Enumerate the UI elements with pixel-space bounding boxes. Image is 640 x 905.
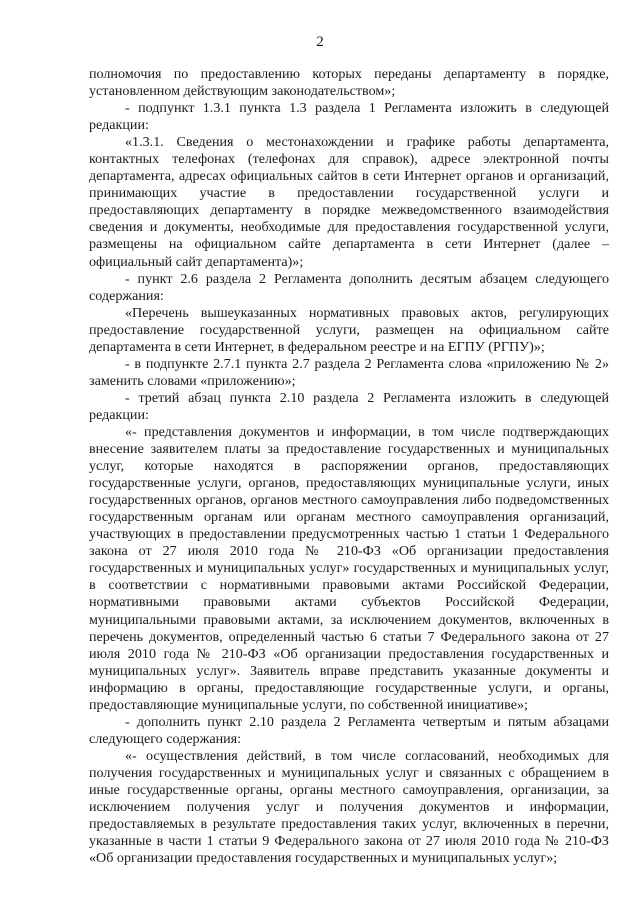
- paragraph: - пункт 2.6 раздела 2 Регламента дополнить десятым абзацем следующего содержания:: [89, 270, 609, 304]
- paragraph: - подпункт 1.3.1 пункта 1.3 раздела 1 Регламента изложить в следующей редакции:: [89, 100, 609, 134]
- paragraph: полномочия по предоставлению которых переданы департаменту в порядке, установленном действующим законодательством»;: [89, 66, 609, 100]
- paragraph: - в подпункте 2.7.1 пункта 2.7 раздела 2 Регламента слова «приложению № 2» заменить словами «приложению»;: [89, 355, 609, 389]
- paragraph: - дополнить пункт 2.10 раздела 2 Регламента четвертым и пятым абзацами следующего содержания:: [89, 713, 609, 747]
- paragraph: «- осуществления действий, в том числе согласований, необходимых для получения государственных и муниципальных услуг и связанных с обращением в иные государственные органы, органы местного самоуправления, организации, за исключением получения услуг и получения документов и информации, предоставляемых в результате предоставления таких услуг, включенных в перечни, указанные в части 1 статьи 9 Федерального закона от 27 июля 2010 года № 210-ФЗ «Об организации предоставления государственных и муниципальных услуг»;: [89, 747, 609, 867]
- paragraph: «1.3.1. Сведения о местонахождении и графике работы департамента, контактных телефонах (телефонах для справок), адресе электронной почты департамента, адресах официальных сайтов в сети Интернет органов и организаций, принимающих участие в предоставлении государственной услуги и предоставляющих департаменту в порядке межведомственного взаимодействия сведения и документы, необходимые для предоставления государственной услуги, размещены на официальном сайте департамента в сети Интернет (далее – официальный сайт департамента)»;: [89, 134, 609, 270]
- paragraph: «- представления документов и информации, в том числе подтверждающих внесение заявителем платы за предоставление государственных и муниципальных услуг, которые находятся в распоряжении органов, предоставляющих государственные услуги, органов, предоставляющих муниципальные услуги, иных государственных органов, органов местного самоуправления либо подведомственных государственным органам или органам местного самоуправления организаций, участвующих в предоставлении предусмотренных частью 1 статьи 1 Федерального закона от 27 июля 2010 года № 210-ФЗ «Об организации предоставления государственных и муниципальных услуг» государственных и муниципальных услуг, в соответствии с нормативными правовыми актами Российской Федерации, нормативными правовыми актами субъектов Российской Федерации, муниципальными правовыми актами, за исключением документов, включенных в перечень документов, определенный частью 6 статьи 7 Федерального закона от 27 июля 2010 года № 210-ФЗ «Об организации предоставления государственных и муниципальных услуг». Заявитель вправе представить указанные документы и информацию в органы, предоставляющие государственные услуги, и органы, предоставляющие муниципальные услуги, по собственной инициативе»;: [89, 423, 609, 713]
- paragraph: «Перечень вышеуказанных нормативных правовых актов, регулирующих предоставление государственной услуги, размещен на официальном сайте департамента в сети Интернет, в федеральном реестре и на ЕГПУ (РГПУ)»;: [89, 304, 609, 355]
- page-number: 2: [316, 34, 324, 50]
- paragraph: - третий абзац пункта 2.10 раздела 2 Регламента изложить в следующей редакции:: [89, 389, 609, 423]
- document-body: [89, 66, 609, 867]
